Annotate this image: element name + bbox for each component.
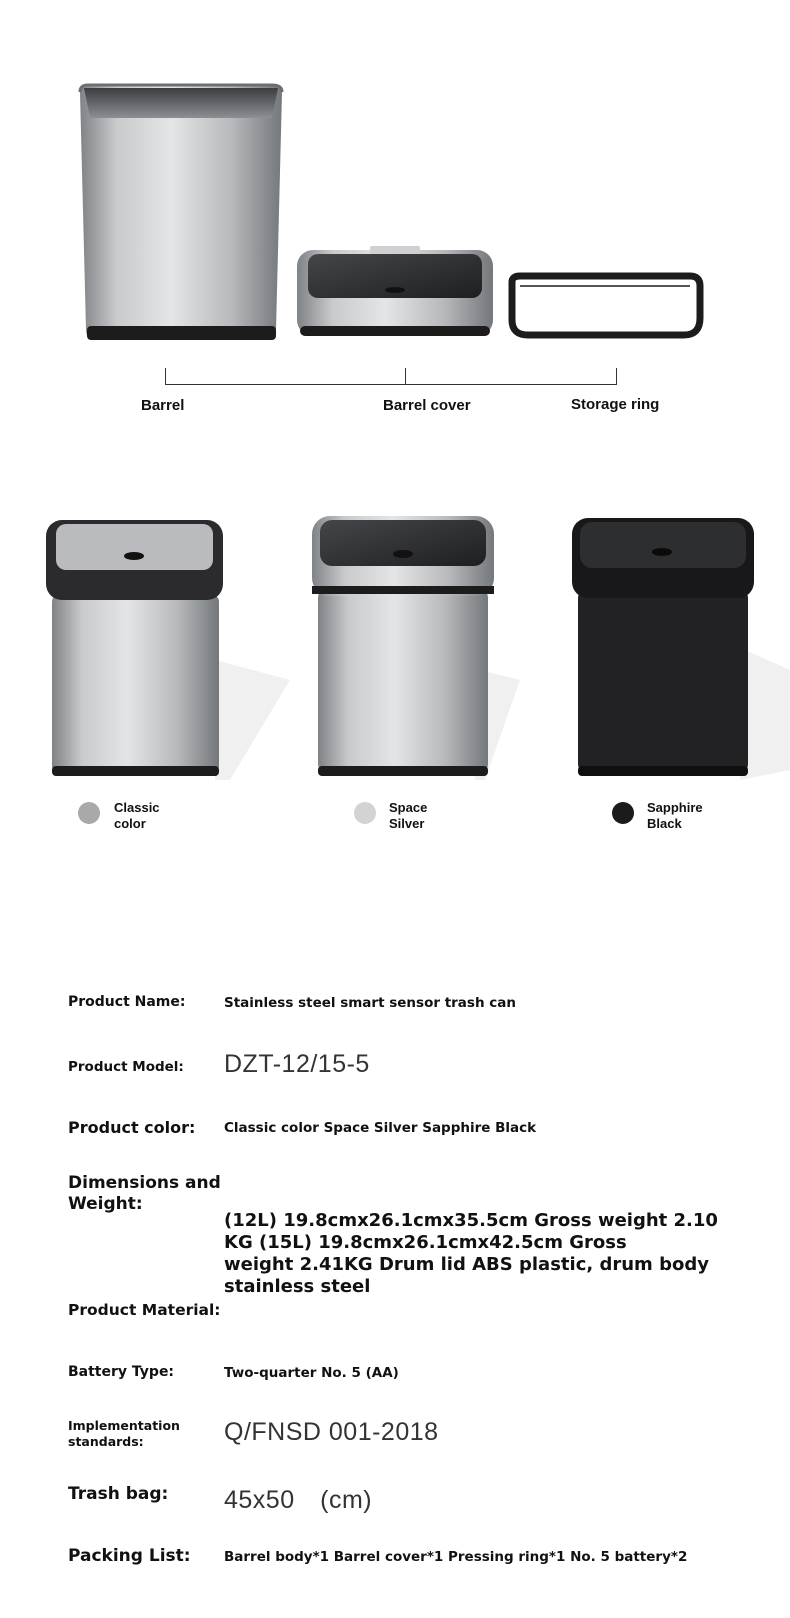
dimensions-line: weight 2.41KG Drum lid ABS plastic, drum body — [224, 1254, 709, 1275]
variant-label-line: Space — [389, 800, 428, 815]
spec-value-implementation-standards: Q/FNSD 001-2018 — [224, 1418, 439, 1446]
specs-section — [0, 940, 790, 1618]
spec-label-trash-bag: Trash bag: — [68, 1484, 169, 1504]
bracket-right-tick — [616, 368, 617, 384]
part-label-barrel-cover: Barrel cover — [383, 397, 471, 414]
classic-color-can-illustration — [46, 520, 223, 776]
color-variants — [0, 500, 790, 860]
sapphire-black-swatch — [612, 802, 634, 824]
part-label-barrel: Barrel — [141, 397, 185, 414]
variant-label-line: Silver — [389, 816, 425, 831]
storage-ring-illustration — [512, 276, 700, 335]
variant-label-line: Sapphire — [647, 800, 703, 815]
spec-value-product-model: DZT-12/15-5 — [224, 1050, 370, 1078]
spec-label-product-material: Product Material: — [68, 1301, 221, 1319]
spec-value-dimensions-weight — [224, 1210, 718, 1298]
spec-label-battery-type: Battery Type: — [68, 1364, 175, 1380]
spec-label-product-model: Product Model: — [68, 1059, 184, 1075]
parts-illustration — [0, 0, 790, 360]
spec-value-product-name: Stainless steel smart sensor trash can — [224, 995, 516, 1011]
spec-label-packing-list: Packing List: — [68, 1546, 191, 1566]
bracket-left-tick — [165, 368, 166, 384]
classic-color-swatch — [78, 802, 100, 824]
spec-label-dimensions-weight: Dimensions and Weight: — [68, 1173, 221, 1214]
spec-label-product-name: Product Name: — [68, 994, 186, 1010]
variant-classic[interactable] — [78, 800, 198, 836]
dimensions-line: (12L) 19.8cmx26.1cmx35.5cm Gross weight 2.10 — [224, 1210, 718, 1231]
part-label-storage-ring: Storage ring — [571, 396, 660, 413]
barrel-cover-illustration — [297, 246, 493, 336]
parts-diagram — [0, 0, 790, 450]
variant-sapphire-black[interactable] — [612, 800, 752, 836]
spec-value-battery-type: Two-quarter No. 5 (AA) — [224, 1365, 399, 1381]
barrel-illustration — [80, 85, 282, 340]
variants-illustration — [0, 500, 790, 790]
space-silver-can-illustration — [312, 516, 494, 776]
dimensions-line: stainless steel — [224, 1276, 371, 1297]
sapphire-black-can-illustration — [572, 518, 754, 776]
variant-label-line: Black — [647, 816, 682, 831]
bracket-middle-tick — [405, 368, 406, 384]
dimensions-line: KG (15L) 19.8cmx26.1cmx42.5cm Gross — [224, 1232, 627, 1253]
spec-value-trash-bag: 45x50 (cm) — [224, 1486, 373, 1514]
spec-value-packing-list: Barrel body*1 Barrel cover*1 Pressing ring*1 No. 5 battery*2 — [224, 1549, 688, 1565]
space-silver-swatch — [354, 802, 376, 824]
bracket-horizontal-line — [165, 384, 617, 385]
spec-label-product-color: Product color: — [68, 1118, 196, 1137]
variant-space-silver[interactable] — [354, 800, 474, 836]
spec-label-implementation-standards: Implementation standards: — [68, 1418, 180, 1449]
spec-value-product-color: Classic color Space Silver Sapphire Black — [224, 1120, 537, 1136]
variant-label-line: Classic — [114, 800, 160, 815]
variant-label-line: color — [114, 816, 146, 831]
